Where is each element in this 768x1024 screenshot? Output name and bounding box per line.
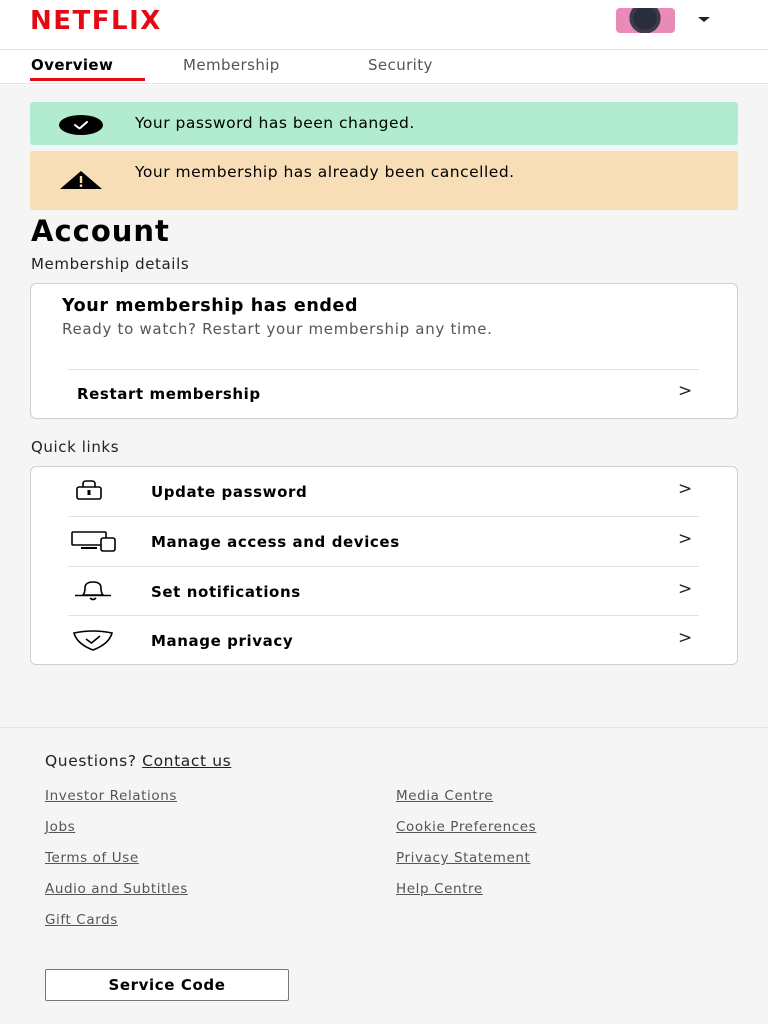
membership-card: [30, 283, 738, 419]
chevron-right-icon: >: [678, 381, 693, 401]
page-title: Account: [31, 214, 170, 248]
restart-membership-label: Restart membership: [77, 385, 261, 403]
questions-text: Questions?: [45, 752, 137, 770]
footer-link-cookie-preferences[interactable]: Cookie Preferences: [396, 819, 537, 835]
quick-link-label: Set notifications: [151, 583, 301, 601]
chevron-right-icon: >: [678, 579, 693, 599]
quick-link-label: Manage privacy: [151, 632, 294, 650]
footer-link-help-centre[interactable]: Help Centre: [396, 881, 483, 897]
warning-triangle-icon: [60, 171, 102, 189]
check-circle-icon: [59, 115, 103, 135]
quick-link-privacy[interactable]: [31, 616, 737, 665]
tab-membership[interactable]: Membership: [183, 56, 280, 74]
profile-avatar[interactable]: [616, 8, 675, 33]
quick-links-label: Quick links: [31, 438, 120, 456]
footer-link-audio-subtitles[interactable]: Audio and Subtitles: [45, 881, 188, 897]
footer-questions: [45, 752, 231, 770]
quick-link-manage-devices[interactable]: [31, 517, 737, 566]
membership-cancelled-banner: [30, 151, 738, 210]
shield-check-icon: [71, 629, 115, 651]
account-tabs: [0, 50, 768, 84]
warning-banner-text: Your membership has already been cancelled.: [135, 163, 515, 181]
active-tab-indicator: [30, 78, 145, 81]
tab-overview[interactable]: Overview: [31, 56, 114, 74]
bell-icon: [71, 580, 115, 602]
membership-ended-title: Your membership has ended: [62, 296, 359, 316]
devices-icon: [71, 530, 119, 552]
avatar-image: [624, 8, 666, 33]
quick-link-label: Update password: [151, 483, 308, 501]
chevron-right-icon: >: [678, 529, 693, 549]
membership-ended-description: Ready to watch? Restart your membership any time.: [62, 320, 493, 338]
quick-link-notifications[interactable]: [31, 567, 737, 616]
lock-icon: [71, 480, 107, 502]
success-banner-text: Your password has been changed.: [135, 114, 415, 132]
profile-dropdown-caret-icon[interactable]: [698, 17, 710, 22]
tab-security[interactable]: Security: [368, 56, 433, 74]
top-header: [0, 0, 768, 50]
membership-details-label: Membership details: [31, 255, 190, 273]
contact-us-link[interactable]: Contact us: [142, 752, 232, 770]
netflix-logo[interactable]: NETFLIX: [30, 6, 162, 36]
footer: [0, 727, 768, 1024]
quick-link-update-password[interactable]: [31, 467, 737, 516]
footer-link-gift-cards[interactable]: Gift Cards: [45, 912, 118, 928]
restart-membership-row[interactable]: [31, 370, 737, 419]
quick-link-label: Manage access and devices: [151, 533, 400, 551]
footer-link-investor-relations[interactable]: Investor Relations: [45, 788, 178, 804]
quick-links-card: [30, 466, 738, 665]
service-code-button[interactable]: Service Code: [45, 969, 289, 1001]
footer-link-terms-of-use[interactable]: Terms of Use: [45, 850, 139, 866]
chevron-right-icon: >: [678, 628, 693, 648]
footer-link-privacy-statement[interactable]: Privacy Statement: [396, 850, 531, 866]
footer-link-jobs[interactable]: Jobs: [45, 819, 76, 835]
chevron-right-icon: >: [678, 479, 693, 499]
footer-link-media-centre[interactable]: Media Centre: [396, 788, 494, 804]
password-changed-banner: [30, 102, 738, 145]
